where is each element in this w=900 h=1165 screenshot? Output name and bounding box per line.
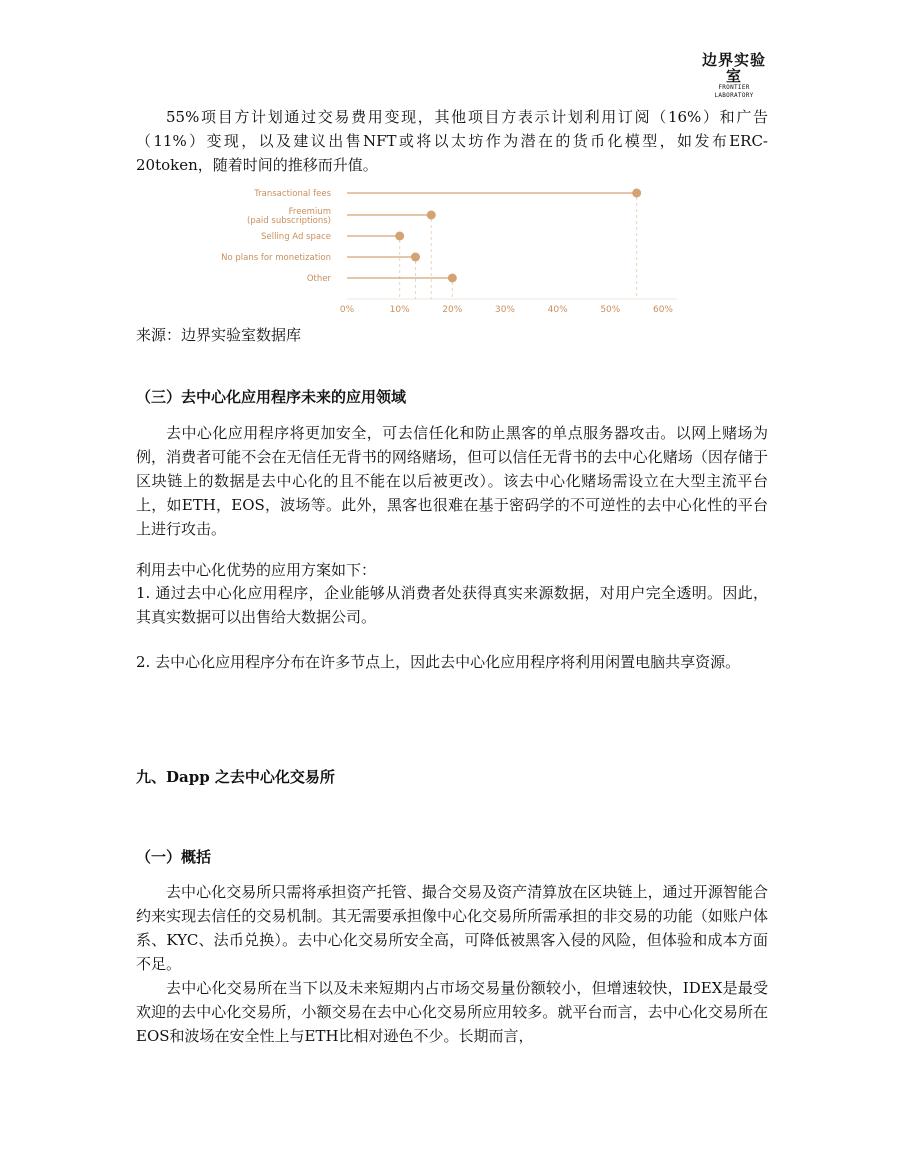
category-label: Selling Ad space bbox=[261, 232, 331, 242]
category-label: Other bbox=[306, 274, 331, 284]
category-label: No plans for monetization bbox=[221, 253, 331, 263]
x-tick-label: 30% bbox=[494, 305, 516, 315]
paragraph-dex-overview: 去中心化交易所只需将承担资产托管、撮合交易及资产清算放在区块链上，通过开源智能合约来实现去信任的交易机制。其无需要承担像中心化交易所所需承担的非交易的功能（如账户体系、KYC、法币兑换）。去中心化交易所安全高，可降低被黑客入侵的风险，但体验和成本方面不足。 bbox=[136, 883, 768, 973]
category-label: Transactional fees bbox=[254, 189, 331, 199]
paragraph-solution-1: 1. 通过去中心化应用程序，企业能够从消费者处获得真实来源数据，对用户完全透明。因此，其真实数据可以出售给大数据公司。 bbox=[136, 584, 768, 626]
x-tick-label: 10% bbox=[389, 305, 410, 315]
x-tick-label: 50% bbox=[600, 305, 621, 315]
x-tick-label: 60% bbox=[652, 305, 674, 315]
heading-dex: 九、Dapp 之去中心化交易所 bbox=[136, 768, 335, 786]
paragraph-solutions-intro: 利用去中心化优势的应用方案如下： bbox=[136, 561, 377, 579]
value-dot bbox=[427, 211, 436, 220]
x-tick-label: 20% bbox=[442, 305, 463, 315]
value-dot bbox=[632, 189, 641, 198]
heading-future-applications: （三）去中心化应用程序未来的应用领域 bbox=[136, 388, 407, 406]
value-dot bbox=[395, 232, 404, 241]
logo-main: 边界实验室 bbox=[701, 51, 766, 85]
monetization-chart bbox=[205, 180, 680, 322]
paragraph-solution-2: 2. 去中心化应用程序分布在许多节点上，因此去中心化应用程序将利用闲置电脑共享资源。 bbox=[136, 653, 741, 671]
heading-overview: （一）概括 bbox=[136, 848, 212, 866]
value-dot bbox=[448, 274, 457, 283]
value-dot bbox=[411, 253, 420, 262]
x-tick-label: 40% bbox=[547, 305, 568, 315]
category-label: Freemium (paid subscriptions) bbox=[247, 207, 331, 226]
logo-sub: FRONTIER LABORATORY bbox=[714, 84, 754, 99]
paragraph-dex-market: 去中心化交易所在当下以及未来短期内占市场交易量份额较小，但增速较快，IDEX是最受欢迎的去中心化交易所，小额交易在去中心化交易所应用较多。就平台而言，去中心化交易所在EOS和波场在安全性上与ETH比相对逊色不少。长期而言， bbox=[136, 979, 768, 1045]
paragraph-monetization: 55%项目方计划通过交易费用变现，其他项目方表示计划利用订阅（16%）和广告（11%）变现，以及建议出售NFT或将以太坊作为潜在的货币化模型，如发布ERC-20token，随着时间的推移而升值。 bbox=[136, 108, 768, 174]
chart-source: 来源：边界实验室数据库 bbox=[136, 326, 302, 344]
logo bbox=[699, 52, 769, 100]
x-tick-label: 0% bbox=[339, 305, 355, 315]
paragraph-security: 去中心化应用程序将更加安全，可去信任化和防止黑客的单点服务器攻击。以网上赌场为例，消费者可能不会在无信任无背书的网络赌场，但可以信任无背书的去中心化赌场（因存储于区块链上的数据是去中心化的且不能在以后被更改）。该去中心化赌场需设立在大型主流平台上，如ETH，EOS，波场等。此外，黑客也很难在基于密码学的不可逆性的去中心化性的平台上进行攻击。 bbox=[136, 424, 768, 538]
